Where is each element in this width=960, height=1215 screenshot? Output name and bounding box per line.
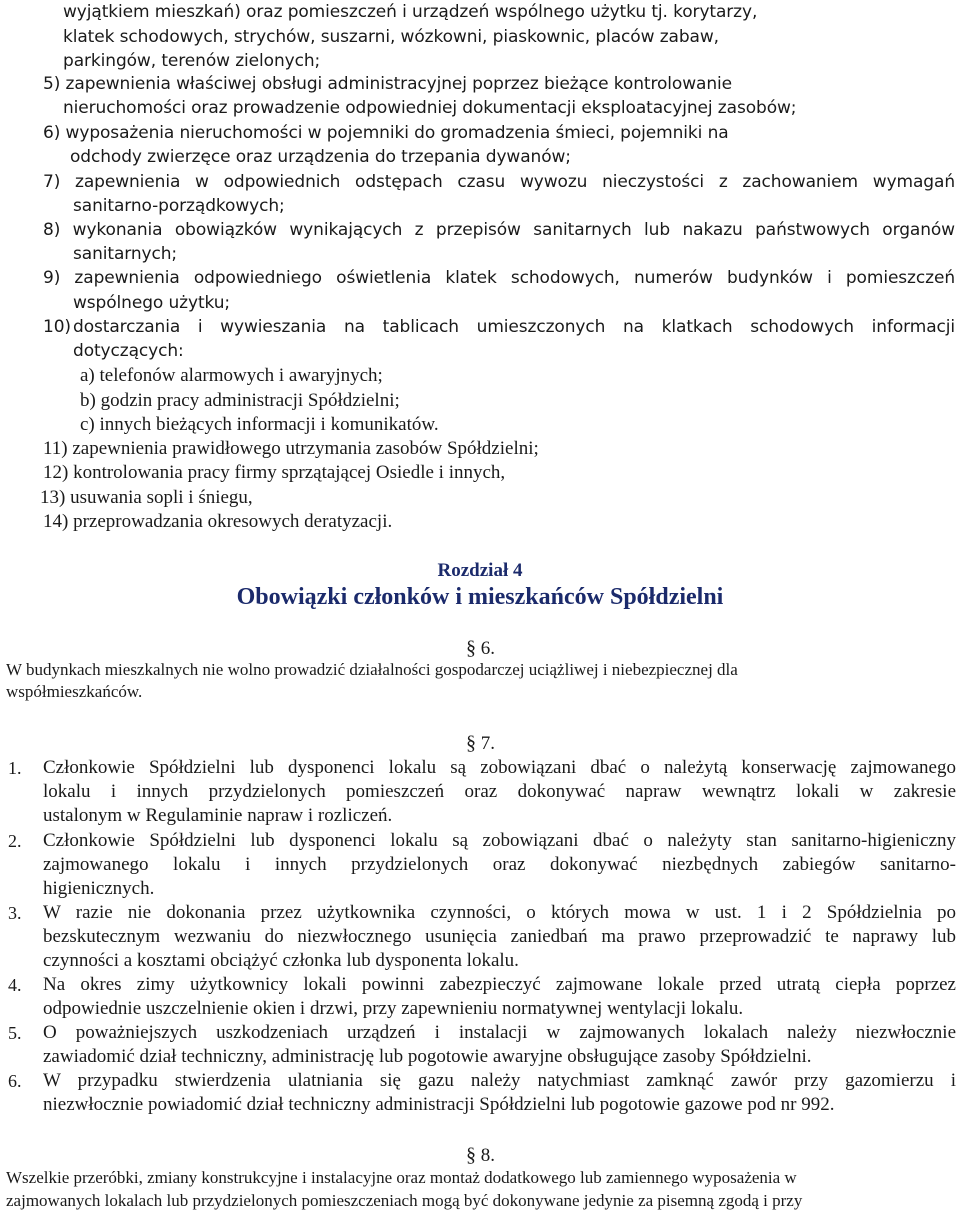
paragraph-line: niezwłocznie powiadomić dział techniczny administracji Spółdzielni lub pogotowie gazowe pod nr 992. [43,1094,835,1115]
intro-line: nieruchomości oraz prowadzenie odpowiedniej dokumentacji eksploatacyjnej zasobów; [63,98,797,118]
section-8-text: Wszelkie przeróbki, zmiany konstrukcyjne i instalacyjne oraz montaż dodatkowego lub zamiennego wyposażenia w [6,1168,797,1187]
paragraph-line: Członkowie Spółdzielni lub dysponenci lokalu są zobowiązani dbać o należyty stan sanitarno-higieniczny [43,830,956,851]
paragraph-number: 2. [8,831,22,851]
section-number: 8. [480,1145,495,1166]
intro-line: klatek schodowych, strychów, suszarni, wózkowni, piaskownic, placów zabaw, [63,27,719,47]
list-item-8-cont: sanitarnych; [73,244,178,264]
section-symbol: § [466,637,476,659]
paragraph-line: czynności a kosztami obciążyć członka lub dysponenta lokalu. [43,950,519,971]
paragraph-number: 4. [8,975,22,995]
list-item-6: 6) wyposażenia nieruchomości w pojemniki do gromadzenia śmieci, pojemniki na [43,123,729,143]
section-8-text: zajmowanych lokalach lub przydzielonych pomieszczeniach mogą być dokonywane jedynie za pisemną zgodą i przy [6,1191,803,1210]
list-item-14: 14) przeprowadzania okresowych deratyzacji. [43,511,393,532]
paragraph-line: ustalonym w Regulaminie napraw i rozliczeń. [43,805,393,826]
list-item-5: 5) zapewnienia właściwej obsługi administracyjnej poprzez bieżące kontrolowanie [43,74,732,94]
paragraph-line: zajmowanego lokalu i innych przydzielonych oraz dokonywać niezbędnych zabiegów sanitarno- [43,854,956,875]
section-symbol: § [466,1144,476,1166]
paragraph-number: 6. [8,1071,22,1091]
list-item-7-cont: sanitarno-porządkowych; [73,196,285,216]
list-item-13: 13) usuwania sopli i śniegu, [40,487,253,508]
sub-item-a: a) telefonów alarmowych i awaryjnych; [80,365,383,386]
list-item-7: 7) zapewnienia w odpowiednich odstępach czasu wywozu nieczystości z zachowaniem wymagań [43,172,955,192]
paragraph-line: odpowiednie uszczelnienie okien i drzwi, przy zapewnieniu normatywnej wentylacji lokalu. [43,998,744,1019]
sub-item-b: b) godzin pracy administracji Spółdzielni; [80,390,400,411]
paragraph-line: higienicznych. [43,878,155,899]
paragraph-line: W przypadku stwierdzenia ulatniania się gazu należy natychmiast zamknąć zawór przy gazomierzu i [43,1070,956,1091]
paragraph-line: zawiadomić dział techniczny, administrację lub pogotowie awaryjne obsługujące zasoby Spółdzielni. [43,1046,812,1067]
section-6-text: W budynkach mieszkalnych nie wolno prowadzić działalności gospodarczej uciążliwej i niebezpiecznej dla [6,660,738,679]
section-7-heading [466,731,495,756]
list-item-12: 12) kontrolowania pracy firmy sprzątającej Osiedle i innych, [43,462,506,483]
paragraph-line: O poważniejszych uszkodzeniach urządzeń i instalacji w zajmowanych lokalach należy niezwłocznie [43,1022,956,1043]
list-item-11: 11) zapewnienia prawidłowego utrzymania zasobów Spółdzielni; [43,438,539,459]
paragraph-number: 5. [8,1023,22,1043]
section-symbol: § [466,732,476,754]
chapter-number: Rozdział 4 [437,560,523,581]
list-item-10-number: 10) [43,317,71,337]
intro-line: odchody zwierzęce oraz urządzenia do trzepania dywanów; [70,147,571,167]
intro-line: wyjątkiem mieszkań) oraz pomieszczeń i urządzeń wspólnego użytku tj. korytarzy, [63,2,758,22]
chapter-title: Obowiązki członków i mieszkańców Spółdzielni [236,584,724,610]
section-6-heading [466,636,495,661]
paragraph-line: Na okres zimy użytkownicy lokali powinni zabezpieczyć zajmowane lokale przed utratą ciepła poprzez [43,974,956,995]
paragraph-line: lokalu i innych przydzielonych pomieszczeń oraz dokonywać napraw wewnątrz lokali w zakresie [43,781,956,802]
section-number: 6. [480,638,495,659]
paragraph-line: bezskutecznym wezwaniu do niezwłocznego usunięcia zaniedbań ma prawo przeprowadzić te naprawy lub [43,926,956,947]
list-item-10: dostarczania i wywieszania na tablicach umieszczonych na klatkach schodowych informacji [73,317,955,337]
section-number: 7. [480,733,495,754]
paragraph-number: 3. [8,903,22,923]
paragraph-line: W razie nie dokonania przez użytkownika czynności, o których mowa w ust. 1 i 2 Spółdzielnia po [43,902,956,923]
paragraph-line: Członkowie Spółdzielni lub dysponenci lokalu są zobowiązani dbać o należytą konserwację zajmowanego [43,757,956,778]
section-6-text: współmieszkańców. [6,682,143,701]
intro-line: parkingów, terenów zielonych; [63,51,321,71]
paragraph-number: 1. [8,758,22,778]
list-item-10-cont: dotyczących: [73,341,184,361]
section-8-heading [466,1143,495,1168]
list-item-8: 8) wykonania obowiązków wynikających z przepisów sanitarnych lub nakazu państwowych organów [43,220,955,240]
list-item-9: 9) zapewnienia odpowiedniego oświetlenia klatek schodowych, numerów budynków i pomieszczeń [43,268,955,288]
list-item-9-cont: wspólnego użytku; [73,293,231,313]
sub-item-c: c) innych bieżących informacji i komunikatów. [80,414,439,435]
